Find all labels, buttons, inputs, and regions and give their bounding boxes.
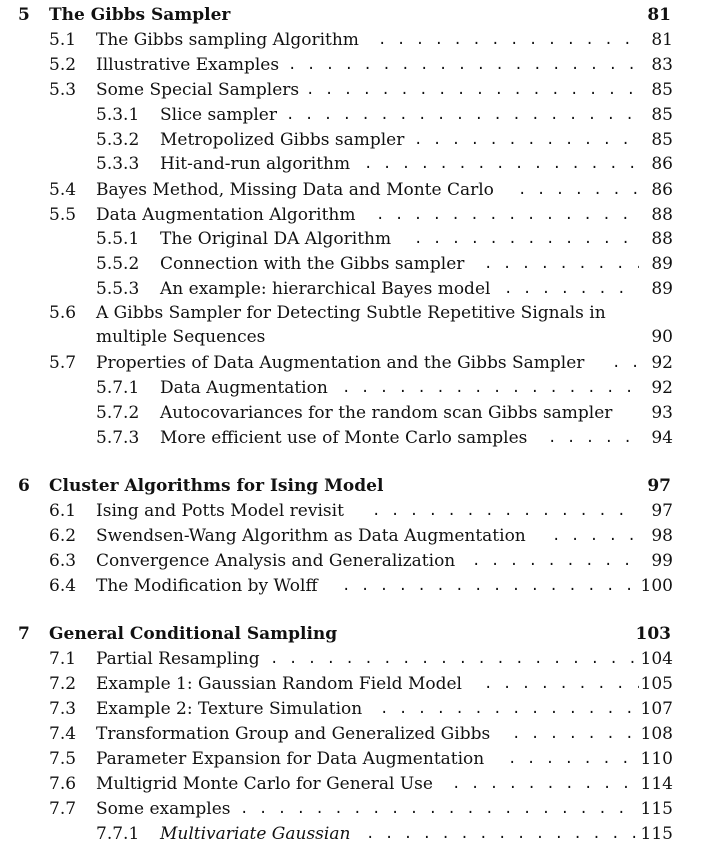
section-number: 5.2: [49, 55, 77, 75]
toc-entry-6-4[interactable]: [0, 574, 719, 598]
page-number: 88: [651, 205, 673, 225]
dot-leader: [364, 152, 639, 176]
dot-leader: [484, 252, 639, 276]
section-number: 7.6: [49, 774, 77, 794]
toc-entry-5-7[interactable]: [0, 351, 719, 375]
dot-leader: [366, 822, 639, 846]
section-title: Example 2: Texture Simulation: [96, 699, 363, 719]
subsection-number: 5.5.1: [96, 229, 140, 249]
subsection-number: 5.7.1: [96, 378, 140, 398]
dot-leader: [414, 128, 639, 152]
chapter-number: 6: [18, 476, 30, 496]
subsection-number: 7.7.1: [96, 824, 140, 844]
page-number: 94: [651, 428, 673, 448]
chapter-number: 5: [18, 5, 30, 25]
page-number: 88: [651, 229, 673, 249]
page-number: 100: [640, 576, 673, 596]
section-title: Properties of Data Augmentation and the Gibbs Sampler: [96, 353, 585, 373]
page-number: 115: [640, 824, 673, 844]
page-number: 90: [651, 327, 673, 347]
toc-entry-5-3[interactable]: [0, 78, 719, 102]
dot-leader: [372, 499, 639, 523]
section-title: Partial Resampling: [96, 649, 260, 669]
page-number: 105: [640, 674, 673, 694]
dot-leader: [504, 277, 639, 301]
section-title: Parameter Expansion for Data Augmentation: [96, 749, 485, 769]
chapter-5-entry[interactable]: [0, 3, 719, 27]
subsection-number: 5.3.2: [96, 130, 140, 150]
chapter-number: 7: [18, 624, 30, 644]
dot-leader: [414, 227, 639, 251]
toc-entry-5-1[interactable]: [0, 28, 719, 52]
toc-entry-5-7-3[interactable]: [0, 426, 719, 450]
section-number: 5.4: [49, 180, 77, 200]
page-number: 81: [647, 5, 671, 25]
page-number: 103: [635, 624, 671, 644]
section-number: 7.4: [49, 724, 77, 744]
section-number: 7.1: [49, 649, 77, 669]
section-title: Ising and Potts Model revisit: [96, 501, 344, 521]
section-title-line-1: A Gibbs Sampler for Detecting Subtle Repetitive Signals in: [96, 303, 606, 323]
toc-entry-5-7-2[interactable]: [0, 401, 719, 425]
page-number: 92: [651, 353, 673, 373]
chapter-6-entry[interactable]: [0, 474, 719, 498]
toc-entry-7-6[interactable]: [0, 772, 719, 796]
dot-leader: [484, 672, 639, 696]
section-number: 5.3: [49, 80, 77, 100]
page-number: 114: [640, 774, 673, 794]
toc-entry-5-6[interactable]: [0, 301, 719, 349]
section-title: Multigrid Monte Carlo for General Use: [96, 774, 433, 794]
dot-leader: [288, 53, 639, 77]
toc-entry-6-3[interactable]: [0, 549, 719, 573]
dot-leader: [376, 203, 639, 227]
toc-entry-7-7-1[interactable]: [0, 822, 719, 846]
page-number: 107: [640, 699, 673, 719]
subsection-number: 5.7.2: [96, 403, 140, 423]
page-number: 86: [651, 154, 673, 174]
toc-entry-7-4[interactable]: [0, 722, 719, 746]
section-number: 6.2: [49, 526, 77, 546]
dot-leader: [518, 178, 639, 202]
page-number: 85: [651, 80, 673, 100]
dot-leader: [548, 426, 639, 450]
toc-entry-7-3[interactable]: [0, 697, 719, 721]
subsection-title: Slice sampler: [160, 105, 277, 125]
page-number: 89: [651, 254, 673, 274]
dot-leader: [508, 747, 639, 771]
toc-entry-5-2[interactable]: [0, 53, 719, 77]
section-number: 6.3: [49, 551, 77, 571]
section-number: 6.4: [49, 576, 77, 596]
dot-leader: [286, 103, 639, 127]
chapter-7-entry[interactable]: [0, 622, 719, 646]
page-number: 93: [651, 403, 673, 423]
subsection-number: 5.3.3: [96, 154, 140, 174]
page-number: 99: [651, 551, 673, 571]
dot-leader: [452, 772, 639, 796]
dot-leader: [342, 376, 639, 400]
toc-entry-5-5-1[interactable]: [0, 227, 719, 251]
page-number: 81: [651, 30, 673, 50]
dot-leader: [472, 549, 639, 573]
toc-entry-7-2[interactable]: [0, 672, 719, 696]
dot-leader: [342, 574, 639, 598]
toc-entry-7-1[interactable]: [0, 647, 719, 671]
section-number: 7.2: [49, 674, 77, 694]
page-number: 97: [647, 476, 671, 496]
page-number: 83: [651, 55, 673, 75]
page-number: 86: [651, 180, 673, 200]
page-number: 115: [640, 799, 673, 819]
subsection-number: 5.3.1: [96, 105, 140, 125]
toc-entry-5-5[interactable]: [0, 203, 719, 227]
page-number: 104: [640, 649, 673, 669]
dot-leader: [380, 697, 639, 721]
toc-entry-6-2[interactable]: [0, 524, 719, 548]
chapter-title: General Conditional Sampling: [49, 624, 338, 644]
page-number: 85: [651, 105, 673, 125]
page-number: 89: [651, 279, 673, 299]
toc-entry-5-3-3[interactable]: [0, 152, 719, 176]
toc-entry-7-5[interactable]: [0, 747, 719, 771]
toc-entry-5-4[interactable]: [0, 178, 719, 202]
section-title: Swendsen-Wang Algorithm as Data Augmentation: [96, 526, 526, 546]
section-title: Bayes Method, Missing Data and Monte Carlo: [96, 180, 494, 200]
page-number: 92: [651, 378, 673, 398]
section-number: 5.1: [49, 30, 77, 50]
subsection-title: Hit-and-run algorithm: [160, 154, 351, 174]
page-number: 85: [651, 130, 673, 150]
toc-entry-5-3-1[interactable]: [0, 103, 719, 127]
section-number: 5.5: [49, 205, 77, 225]
subsection-title: Connection with the Gibbs sampler: [160, 254, 465, 274]
subsection-number: 5.7.3: [96, 428, 140, 448]
section-title: Some examples: [96, 799, 231, 819]
page-number: 108: [640, 724, 673, 744]
toc-entry-5-5-2[interactable]: [0, 252, 719, 276]
toc-entry-6-1[interactable]: [0, 499, 719, 523]
subsection-number: 5.5.2: [96, 254, 140, 274]
dot-leader: [240, 797, 639, 821]
section-title: Convergence Analysis and Generalization: [96, 551, 456, 571]
toc-entry-5-3-2[interactable]: [0, 128, 719, 152]
toc-entry-5-7-1[interactable]: [0, 376, 719, 400]
section-title: Example 1: Gaussian Random Field Model: [96, 674, 462, 694]
subsection-number: 5.5.3: [96, 279, 140, 299]
chapter-title: Cluster Algorithms for Ising Model: [49, 476, 384, 496]
section-title: The Modification by Wolff: [96, 576, 318, 596]
subsection-title: Autocovariances for the random scan Gibbs sampler: [160, 403, 613, 423]
subsection-title: Multivariate Gaussian: [160, 824, 351, 844]
dot-leader: [512, 722, 639, 746]
section-title: Data Augmentation Algorithm: [96, 205, 356, 225]
subsection-title: Data Augmentation: [160, 378, 328, 398]
section-number: 7.3: [49, 699, 77, 719]
page-number: 110: [640, 749, 673, 769]
section-title: Transformation Group and Generalized Gibbs: [96, 724, 491, 744]
dot-leader: [552, 524, 639, 548]
dot-leader: [306, 78, 639, 102]
section-title-line-2: multiple Sequences: [96, 327, 266, 347]
section-title: Illustrative Examples: [96, 55, 280, 75]
dot-leader: [378, 28, 639, 52]
section-number: 7.7: [49, 799, 77, 819]
toc-entry-7-7[interactable]: [0, 797, 719, 821]
section-number: 5.6: [49, 303, 77, 323]
page-number: 98: [651, 526, 673, 546]
subsection-title: The Original DA Algorithm: [160, 229, 392, 249]
section-number: 5.7: [49, 353, 77, 373]
subsection-title: An example: hierarchical Bayes model: [160, 279, 491, 299]
chapter-title: The Gibbs Sampler: [49, 5, 231, 25]
subsection-title: Metropolized Gibbs sampler: [160, 130, 405, 150]
section-title: The Gibbs sampling Algorithm: [96, 30, 359, 50]
toc-entry-5-5-3[interactable]: [0, 277, 719, 301]
subsection-title: More efficient use of Monte Carlo samples: [160, 428, 528, 448]
section-title: Some Special Samplers: [96, 80, 300, 100]
dot-leader: [612, 351, 639, 375]
section-number: 7.5: [49, 749, 77, 769]
dot-leader: [270, 647, 639, 671]
page-number: 97: [651, 501, 673, 521]
section-number: 6.1: [49, 501, 77, 521]
